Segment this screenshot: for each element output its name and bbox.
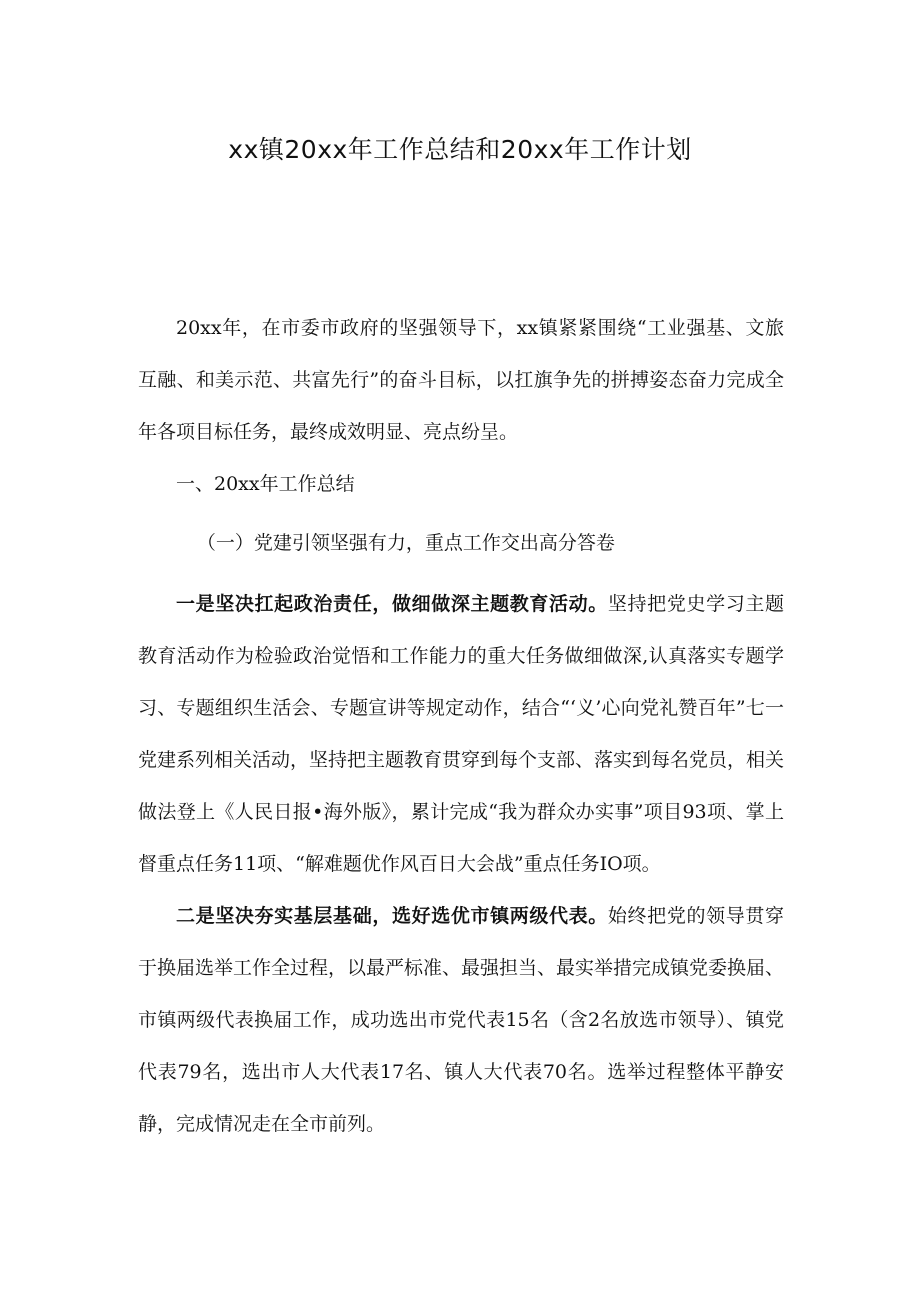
- body-paragraph: [138, 890, 784, 1150]
- paragraph-body: 坚持把党史学习主题教育活动作为检验政治觉悟和工作能力的重大任务做细做深,认真落实专题学习、专题组织生活会、专题宣讲等规定动作，结合“‘义’心向党礼赞百年”七一党建系列相关活动，坚持把主题教育贯穿到每个支部、落实到每名党员，相关做法登上《人民日报•海外版》，累计完成“我为群众办实事”项目93项、掌上督重点任务11项、“解难题优作风百日大会战”重点任务IO项。: [138, 593, 785, 875]
- document-title: xx镇20xx年工作总结和20xx年工作计划: [228, 135, 692, 164]
- intro-paragraph: 20xx年，在市委市政府的坚强领导下，xx镇紧紧围绕“工业强基、文旅互融、和美示范、共富先行”的奋斗目标，以扛旗争先的拼搏姿态奋力完成全年各项目标任务，最终成效明显、亮点纷呈。: [138, 317, 784, 443]
- body-paragraph: [138, 578, 784, 890]
- paragraph-lead: 二是坚决夯实基层基础，选好选优市镇两级代表。: [176, 905, 608, 927]
- paragraph-lead: 一是坚决扛起政治责任，做细做深主题教育活动。: [176, 593, 608, 615]
- paragraph-body: 始终把党的领导贯穿于换届选举工作全过程，以最严标准、最强担当、最实举措完成镇党委换届、市镇两级代表换届工作，成功选出市党代表15名（含2名放选市领导）、镇党代表79名，选出市人大代表17名、镇人大代表70名。选举过程整体平静安静，完成情况走在全市前列。: [138, 905, 785, 1135]
- subsection-heading: （一）党建引领坚强有力，重点工作交出高分答卷: [196, 532, 615, 554]
- section-heading: 一、20xx年工作总结: [176, 473, 355, 495]
